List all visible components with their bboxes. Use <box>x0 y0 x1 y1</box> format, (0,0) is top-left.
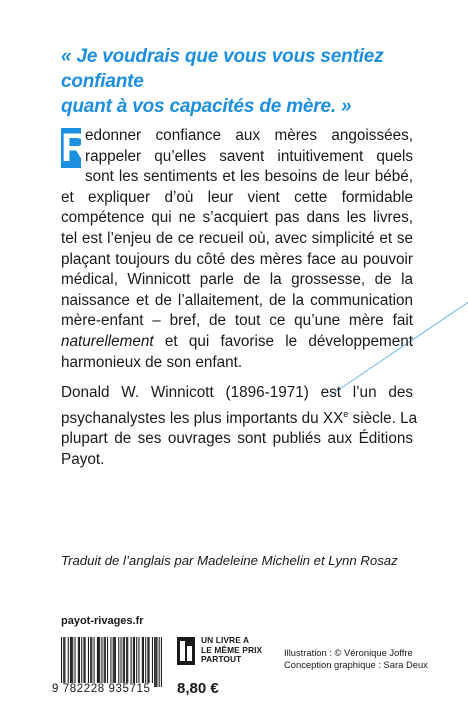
barcode-bar <box>104 637 105 687</box>
barcode-bar <box>113 637 114 687</box>
barcode-bar <box>155 637 156 687</box>
publisher-website: payot-rivages.fr <box>61 615 144 627</box>
barcode-bar <box>83 637 84 687</box>
barcode-bar <box>147 637 148 687</box>
description-line: rappeler qu’elles savent intuitivement quels <box>85 147 413 165</box>
illustration-credit: Illustration : © Véronique Joffre <box>284 647 413 658</box>
barcode-bar <box>110 637 111 687</box>
barcode-bar <box>145 637 146 687</box>
barcode-bar <box>126 637 127 687</box>
author-bio <box>61 383 418 470</box>
bio-line: Donald W. Winnicott (1896-1971) est l’un des <box>61 384 413 401</box>
logo-text-line: UN LIVRE A <box>201 635 250 645</box>
barcode-bar <box>79 637 80 687</box>
quote-line: quant à vos capacités de mère. » <box>61 96 352 117</box>
barcode-bar <box>70 637 71 687</box>
barcode-bar <box>74 637 75 687</box>
price: 8,80 € <box>177 680 219 697</box>
bio-line: plupart de ses ouvrages sont publiés aux Éditions <box>61 430 413 448</box>
barcode-bar <box>149 637 150 687</box>
bio-line: Payot. <box>61 450 105 468</box>
barcode-bar <box>88 637 89 687</box>
barcode-bar <box>138 637 139 687</box>
description <box>61 126 413 373</box>
barcode-bar <box>72 637 73 687</box>
isbn-number: 9 782228 935715 <box>52 683 151 695</box>
barcode-bar <box>94 637 95 687</box>
dropcap: R <box>61 126 90 170</box>
barcode-bar <box>90 637 91 687</box>
barcode-bar <box>97 637 98 687</box>
logo-text-line: LE MÊME PRIX <box>201 644 263 655</box>
barcode-bar <box>143 637 144 687</box>
barcode-bar <box>85 637 86 687</box>
barcode-bar <box>152 637 153 687</box>
pull-quote <box>61 44 421 119</box>
description-line: edonner confiance aux mères angoissées, <box>85 127 413 144</box>
barcode-bar <box>154 637 155 687</box>
description-line: compétence qui ne s’acquiert pas dans les livres, <box>61 209 413 227</box>
barcode-bar <box>91 637 92 687</box>
barcode-bar <box>98 637 99 687</box>
description-line: mère-enfant – bref, de tout ce qu’une mère fait <box>61 312 413 330</box>
barcode-bar <box>156 637 157 687</box>
translator-credit: Traduit de l’anglais par Madeleine Michelin et Lynn Rosaz <box>61 553 398 568</box>
description-line: sont les sentiments et les besoins de leur bébé, <box>85 168 413 186</box>
barcode-bar <box>61 637 62 687</box>
description-line: harmonieux de son enfant. <box>61 353 243 371</box>
barcode-bar <box>127 637 128 687</box>
barcode-bar <box>64 637 65 687</box>
barcode-bar <box>124 637 125 687</box>
barcode-bar <box>123 637 124 687</box>
barcode-bar <box>71 637 72 687</box>
logo-text-line: PARTOUT <box>201 654 242 664</box>
barcode-bar <box>101 637 102 687</box>
barcode-bar <box>99 637 100 687</box>
barcode-bar <box>68 637 69 687</box>
barcode-bar <box>78 637 79 687</box>
barcode-bar <box>133 637 134 687</box>
quote-line: « Je voudrais que vous vous sentiez confiante <box>61 46 384 92</box>
barcode-bar <box>131 637 132 687</box>
barcode-bar <box>63 637 64 687</box>
barcode-bar <box>159 637 160 687</box>
barcode-bar <box>142 637 143 687</box>
bio-line <box>61 404 418 430</box>
prix-unique-label <box>201 636 281 665</box>
credits <box>284 647 428 671</box>
description-line: plaçant toujours du côté des mères face au pouvoir <box>61 250 413 268</box>
bio-fragment: siècle. La <box>348 409 418 427</box>
barcode-bar <box>161 637 162 687</box>
design-credit: Conception graphique : Sara Deux <box>284 659 428 670</box>
barcode-bar <box>120 637 121 687</box>
description-line: et expliquer d’où leur vient cette formidable <box>61 188 413 206</box>
description-line: tel est l’enjeu de ce recueil où, avec simplicité et se <box>61 229 413 247</box>
barcode-bar <box>134 637 135 687</box>
description-line <box>61 332 413 353</box>
description-fragment: et qui favorise le développement <box>153 332 413 350</box>
description-line: naissance et de l’allaitement, de la communication <box>61 291 413 309</box>
barcode-bar <box>105 637 106 687</box>
description-line: médical, Winnicott parle de la grossesse, de la <box>61 271 413 289</box>
barcode-bar <box>107 637 108 687</box>
barcode-bar <box>115 637 116 687</box>
superscript: e <box>343 408 349 419</box>
prix-unique-logo-icon <box>176 636 196 666</box>
barcode-bar <box>136 637 137 687</box>
barcode-bar <box>118 637 119 687</box>
italic-word: naturellement <box>61 332 154 350</box>
barcode-bar <box>114 637 115 687</box>
barcode-bar <box>81 637 82 687</box>
bio-fragment: psychanalystes les plus importants du XX <box>61 409 344 427</box>
